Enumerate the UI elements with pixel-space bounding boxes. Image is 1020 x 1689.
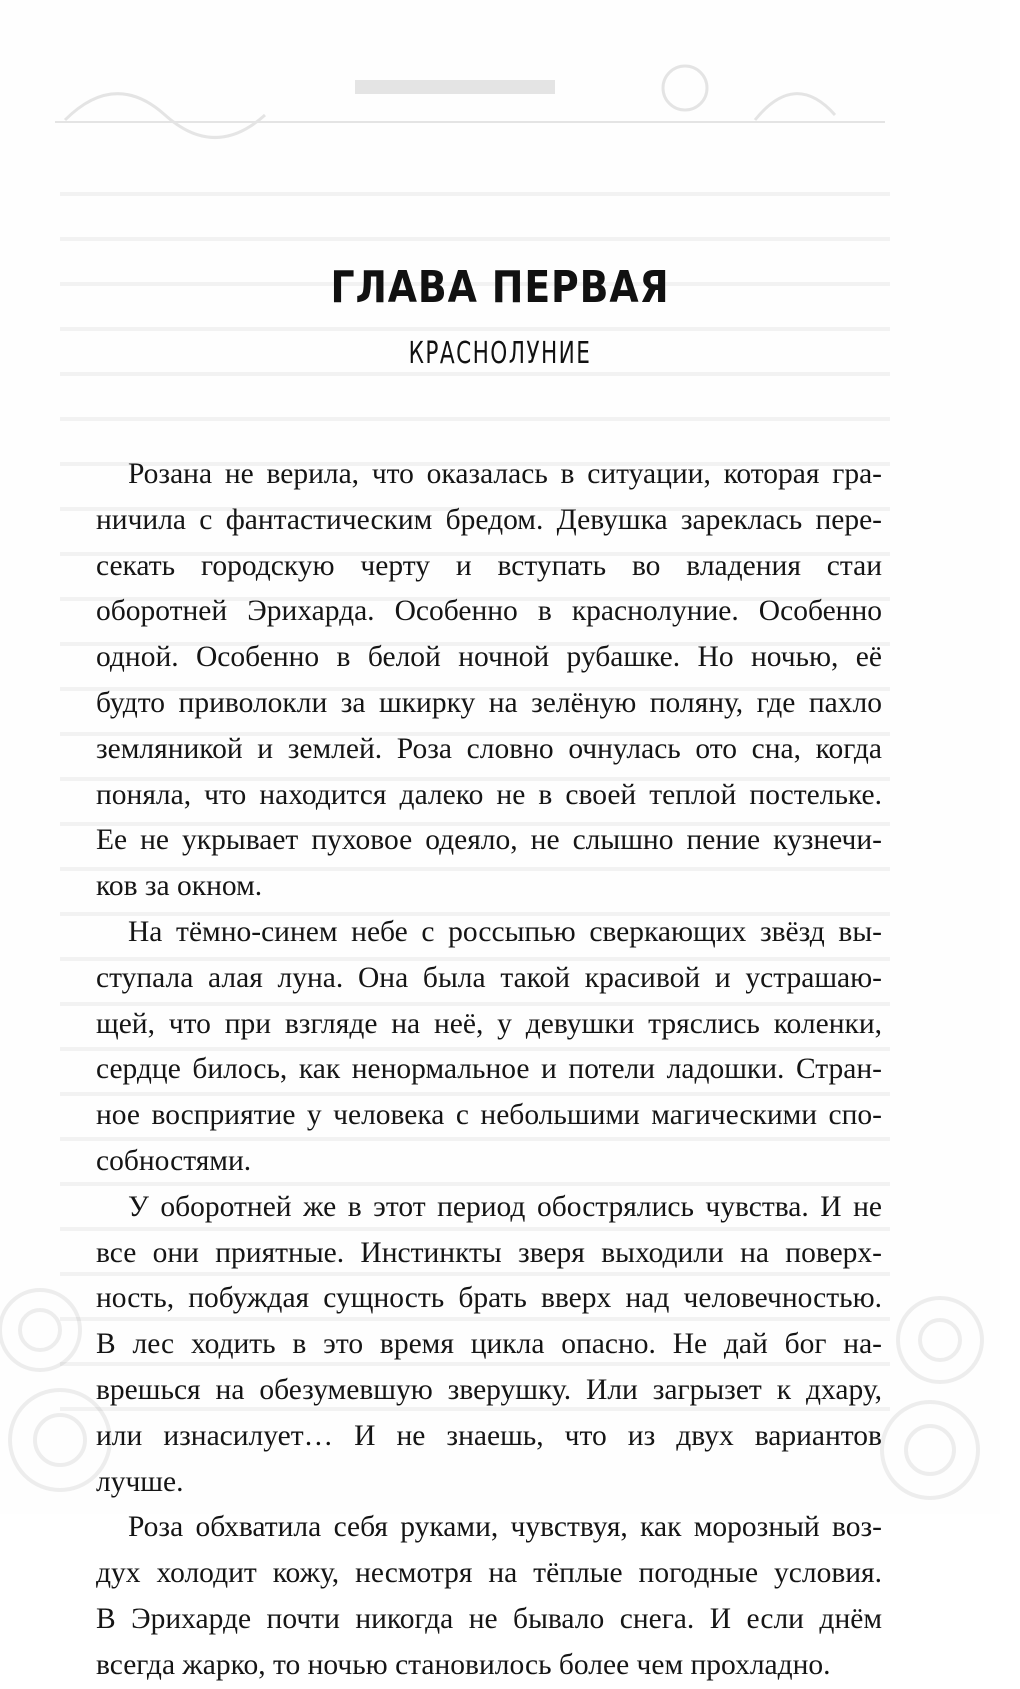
text-line: врешься на обезумевшую зверушку. Или загрызет к дхару, — [96, 1373, 882, 1406]
chapter-title: ГЛАВА ПЕРВАЯ — [330, 262, 670, 313]
text-line: Ее не укрывает пуховое одеяло, не слышно пение кузнечи- — [96, 824, 882, 857]
text-line: щей, что при взгляде на неё, у девушки тряслись коленки, — [96, 1007, 882, 1040]
text-line: оборотней Эрихарда. Особенно в краснолуние. Особенно — [96, 595, 882, 628]
text-line: все они приятные. Инстинкты зверя выходили на поверх- — [96, 1236, 882, 1269]
text-line: Розана не верила, что оказалась в ситуации, которая гра- — [128, 458, 882, 490]
text-line: ков за окном. — [96, 870, 263, 903]
text-line: Роза обхватила себя руками, чувствуя, как морозный воз- — [128, 1511, 882, 1544]
text-line: ничила с фантастическим бредом. Девушка зареклась пере- — [96, 503, 882, 536]
text-line: лучше. — [96, 1465, 184, 1498]
text-line: дух холодит кожу, несмотря на тёплые погодные условия. — [96, 1557, 882, 1590]
paragraph-3 — [64, 1185, 882, 1506]
chapter-subtitle: КРАСНОЛУНИЕ — [408, 336, 592, 371]
text-line: сердце билось, как ненормальное и потели ладошки. Стран- — [96, 1053, 882, 1086]
text-line: или изнасилует… И не знаешь, что из двух вариантов — [96, 1419, 882, 1452]
text-line: В лес ходить в это время цикла опасно. Не дай бог на- — [96, 1328, 882, 1361]
text-line: ность, побуждая сущность брать вверх над человечностью. — [96, 1282, 882, 1315]
text-line: В Эрихарде почти никогда не бывало снега. И если днём — [96, 1602, 882, 1635]
paragraph-4 — [64, 1505, 882, 1688]
paragraph-1 — [64, 452, 882, 910]
text-line: поняла, что находится далеко не в своей теплой постельке. — [96, 778, 882, 811]
text-line: одной. Особенно в белой ночной рубашке. Но ночью, её — [96, 641, 882, 674]
text-line: У оборотней же в этот период обострялись чувства. И не — [128, 1190, 882, 1223]
text-line: будто приволокли за шкирку на зелёную поляну, где пахло — [96, 686, 882, 719]
chapter-body — [64, 452, 882, 1689]
bleed-through-header-ornament — [55, 60, 885, 130]
text-line: собностями. — [96, 1144, 252, 1177]
text-line: земляникой и землей. Роза словно очнулась ото сна, когда — [96, 732, 882, 765]
text-line: секать городскую черту и вступать во владения стаи — [96, 549, 882, 582]
paragraph-2 — [64, 910, 882, 1185]
text-line: На тёмно-синем небе с россыпью сверкающих звёзд вы- — [128, 915, 882, 948]
text-line: ное восприятие у человека с небольшими магическими спо- — [96, 1099, 882, 1132]
text-line: всегда жарко, то ночью становилось более чем прохладно. — [96, 1648, 831, 1681]
text-line: ступала алая луна. Она была такой красивой и устрашаю- — [96, 961, 882, 994]
